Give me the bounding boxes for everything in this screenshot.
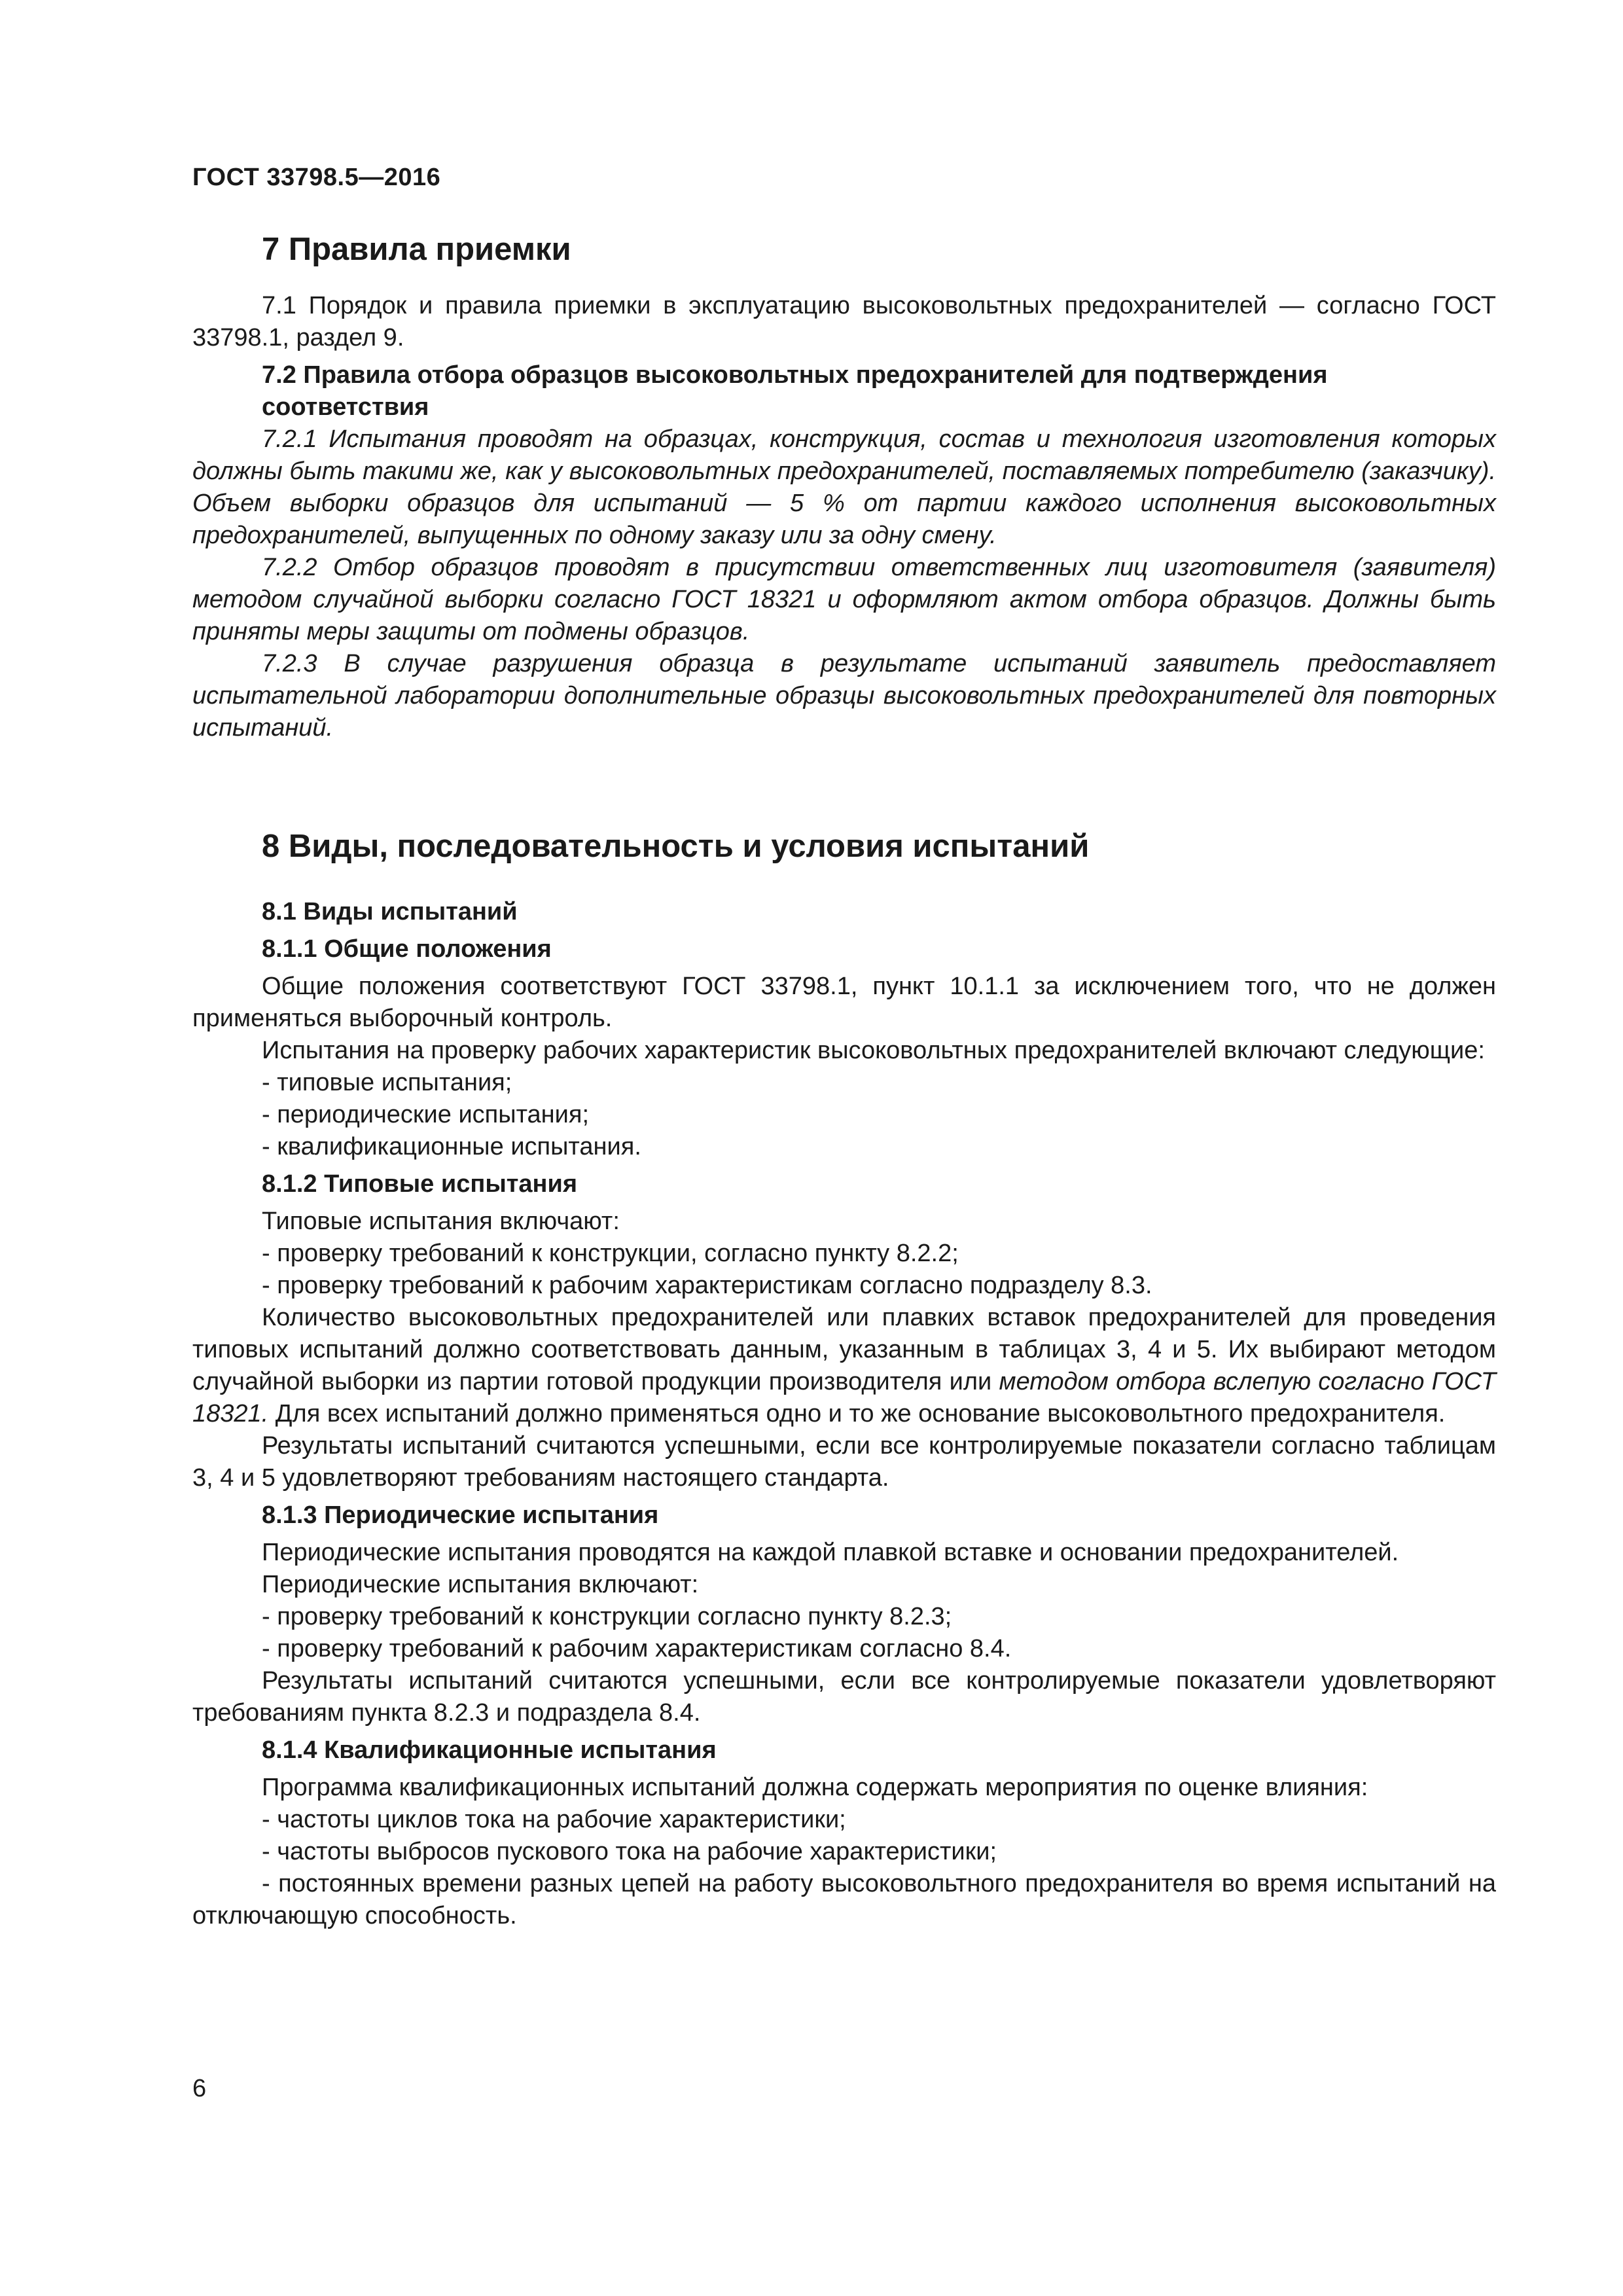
list-item: - частоты циклов тока на рабочие характеристики; <box>262 1806 846 1833</box>
list-item: - постоянных времени разных цепей на работу высоковольтного предохранителя во время испытаний на отключающую способность. <box>192 1870 1496 1929</box>
heading-8-1: 8.1 Виды испытаний <box>262 898 518 925</box>
list-item: - периодические испытания; <box>262 1101 590 1128</box>
list-item: - проверку требований к рабочим характеристикам согласно 8.4. <box>262 1635 1012 1662</box>
paragraph-8-1-2-b-end: Для всех испытаний должно применяться одно и то же основание высоковольтного предохранителя. <box>268 1400 1446 1427</box>
paragraph-8-1-2-b-start: Количество высоковольтных предохранителей или плавких вставок предохранителей для проведения типовых испытаний должно соответствовать данным, указанным в таблицах 3, 4 и 5. Их выбирают методом случайной выборки из партии готовой продукции производителя или <box>192 1304 1496 1395</box>
page-content <box>192 226 1496 1932</box>
list-item: - частоты выбросов пускового тока на рабочие характеристики; <box>262 1838 997 1865</box>
paragraph-8-1-2-a: Типовые испытания включают: <box>262 1208 620 1235</box>
paragraph-8-1-3-c: Результаты испытаний считаются успешными, если все контролируемые показатели удовлетворяют требованиям пункта 8.2.3 и подраздела 8.4. <box>192 1667 1496 1727</box>
paragraph-8-1-3-a: Периодические испытания проводятся на каждой плавкой вставке и основании предохранителей. <box>262 1539 1399 1566</box>
list-item: - проверку требований к конструкции согласно пункту 8.2.3; <box>262 1603 952 1630</box>
section-8-title: 8 Виды, последовательность и условия испытаний <box>262 829 1090 864</box>
heading-7-2: 7.2 Правила отбора образцов высоковольтных предохранителей для подтверждения соответствия <box>262 361 1328 421</box>
paragraph-7-2-2: 7.2.2 Отбор образцов проводят в присутствии ответственных лиц изготовителя (заявителя) методом случайной выборки согласно ГОСТ 18321 и оформляют актом отбора образцов. Должны быть приняты меры защиты от подмены образцов. <box>192 554 1496 645</box>
paragraph-8-1-1-b: Испытания на проверку рабочих характеристик высоковольтных предохранителей включают следующие: <box>262 1037 1485 1064</box>
paragraph-8-1-3-b: Периодические испытания включают: <box>262 1571 699 1598</box>
section-7-title: 7 Правила приемки <box>262 232 571 267</box>
list-item: - проверку требований к конструкции, согласно пункту 8.2.2; <box>262 1240 959 1267</box>
heading-8-1-1: 8.1.1 Общие положения <box>262 935 552 963</box>
heading-8-1-4: 8.1.4 Квалификационные испытания <box>262 1736 717 1764</box>
paragraph-8-1-1-a: Общие положения соответствуют ГОСТ 33798.1, пункт 10.1.1 за исключением того, что не должен применяться выборочный контроль. <box>192 973 1496 1032</box>
paragraph-7-2-3: 7.2.3 В случае разрушения образца в результате испытаний заявитель предоставляет испытательной лаборатории дополнительные образцы высоковольтных предохранителей для повторных испытаний. <box>192 650 1496 742</box>
paragraph-8-1-2-c: Результаты испытаний считаются успешными, если все контролируемые показатели согласно таблицам 3, 4 и 5 удовлетворяют требованиям настоящего стандарта. <box>192 1432 1496 1492</box>
heading-8-1-2: 8.1.2 Типовые испытания <box>262 1170 577 1198</box>
heading-8-1-3: 8.1.3 Периодические испытания <box>262 1501 659 1529</box>
paragraph-7-1: 7.1 Порядок и правила приемки в эксплуатацию высоковольтных предохранителей — согласно ГОСТ 33798.1, раздел 9. <box>192 292 1496 351</box>
page-number: 6 <box>192 2075 207 2102</box>
list-item: - проверку требований к рабочим характеристикам согласно подразделу 8.3. <box>262 1272 1152 1299</box>
list-item: - квалификационные испытания. <box>262 1133 641 1160</box>
paragraph-8-1-2-b-italic: методом отбора вслепую согласно ГОСТ 18321. <box>192 1368 1496 1427</box>
list-item: - типовые испытания; <box>262 1069 512 1096</box>
paragraph-8-1-2-b <box>192 1302 1496 1430</box>
paragraph-8-1-4-a: Программа квалификационных испытаний должна содержать мероприятия по оценке влияния: <box>262 1774 1368 1801</box>
document-id: ГОСТ 33798.5—2016 <box>192 164 441 191</box>
paragraph-7-2-1: 7.2.1 Испытания проводят на образцах, конструкция, состав и технология изготовления которых должны быть такими же, как у высоковольтных предохранителей, поставляемых потребителю (заказчику). Объем выборки образцов для испытаний — 5 % от партии каждого исполнения высоковольтных предохранителей, выпущенных по одному заказу или за одну смену. <box>192 425 1496 549</box>
